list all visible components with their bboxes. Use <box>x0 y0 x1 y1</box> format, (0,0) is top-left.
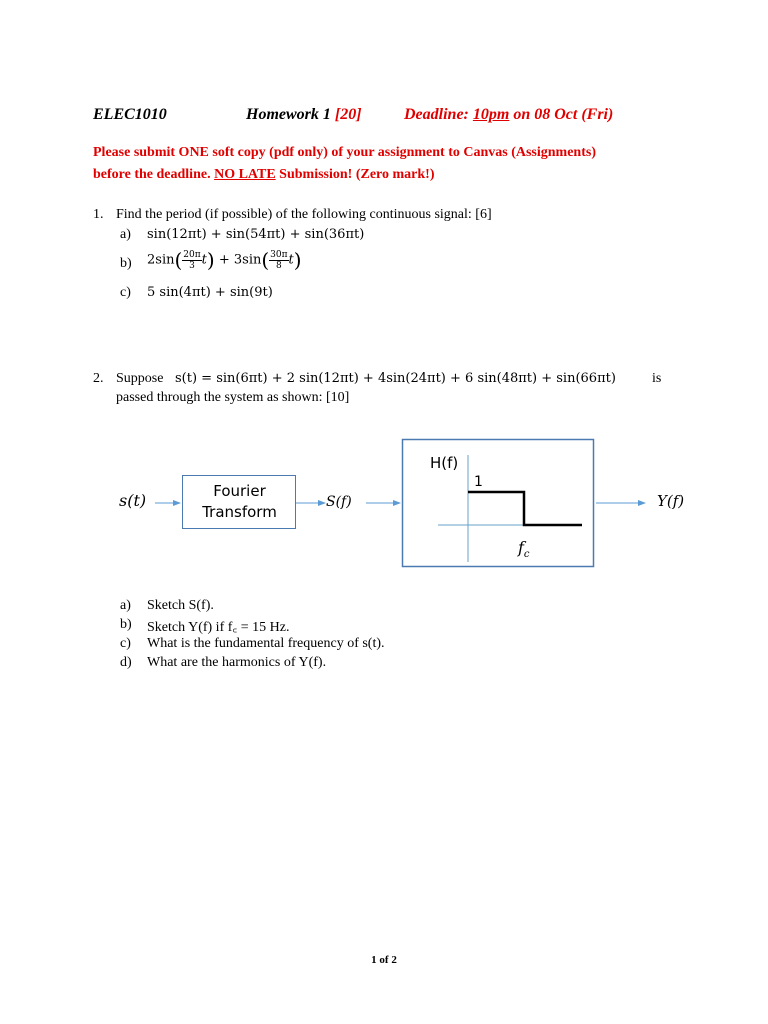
deadline-label: Deadline: <box>404 106 469 123</box>
q1b-label: b) <box>120 256 132 271</box>
notice-line2-end: Submission! (Zero mark!) <box>279 167 435 182</box>
gain-one-label: 1 <box>474 474 483 490</box>
q2b-text: Sketch Y(f) if f꜀ = 15 Hz. <box>147 620 290 635</box>
q1c-label: c) <box>120 285 131 300</box>
q1a-expr: sin(12πt) + sin(54πt) + sin(36πt) <box>147 227 365 242</box>
q1b-pre: 2sin <box>147 252 175 268</box>
fourier-box-line1: Fourier <box>213 482 266 500</box>
q2-line2: passed through the system as shown: [10] <box>116 390 350 405</box>
fc-label: $f_c$ <box>518 538 530 561</box>
homework-title <box>246 106 362 124</box>
q1-text: Find the period (if possible) of the following continuous signal: [6] <box>116 207 492 222</box>
q1b-expr: 2sin( $\frac{20\pi}{3}$ t) + 3sin( $\frac{30\pi}{8}$ t) <box>147 248 302 272</box>
deadline-date: on 08 Oct (Fri) <box>513 106 614 123</box>
q2-text-end: is <box>652 371 662 386</box>
q2-expr: s(t) = sin(6πt) + 2 sin(12πt) + 4sin(24πt) + 6 sin(48πt) + sin(66πt) <box>175 371 616 386</box>
q1-number: 1. <box>93 207 104 222</box>
hf-label: H(f) <box>430 454 459 472</box>
notice-no-late: NO LATE <box>214 167 276 182</box>
q2d-text: What are the harmonics of Y(f). <box>147 655 327 670</box>
course-code: ELEC1010 <box>93 106 167 123</box>
notice-line2 <box>93 167 434 183</box>
homework-prefix: Homework 1 <box>246 106 331 123</box>
sf-label: S(f) <box>326 494 352 510</box>
page-number: 1 of 2 <box>371 954 397 966</box>
q2-number: 2. <box>93 371 104 386</box>
notice-line1: Please submit ONE soft copy (pdf only) of your assignment to Canvas (Assignments) <box>93 145 596 160</box>
q2d-label: d) <box>120 655 132 670</box>
input-signal-label: s(t) <box>119 491 147 510</box>
q2-text-start: Suppose <box>116 371 164 386</box>
q2c-text: What is the fundamental frequency of s(t). <box>147 636 385 651</box>
q2c-label: c) <box>120 636 131 651</box>
q1c-expr: 5 sin(4πt) + sin(9t) <box>147 285 273 300</box>
system-diagram <box>0 430 768 580</box>
homework-marks: [20] <box>334 106 362 123</box>
fourier-box-line2: Transform <box>202 503 277 521</box>
q1a-label: a) <box>120 227 131 242</box>
output-label: Y(f) <box>657 492 685 510</box>
q2a-label: a) <box>120 598 131 613</box>
q2b-label: b) <box>120 617 132 632</box>
deadline-time: 10pm <box>472 106 510 123</box>
q1b-frac2: $\frac{30\pi}{8}$ <box>270 249 288 271</box>
q1b-frac1: $\frac{20\pi}{3}$ <box>183 249 201 271</box>
notice-line2-start: before the deadline. <box>93 167 211 182</box>
q1b-mid: + 3sin <box>218 252 262 268</box>
q2a-text: Sketch S(f). <box>147 598 214 613</box>
deadline <box>404 106 613 124</box>
